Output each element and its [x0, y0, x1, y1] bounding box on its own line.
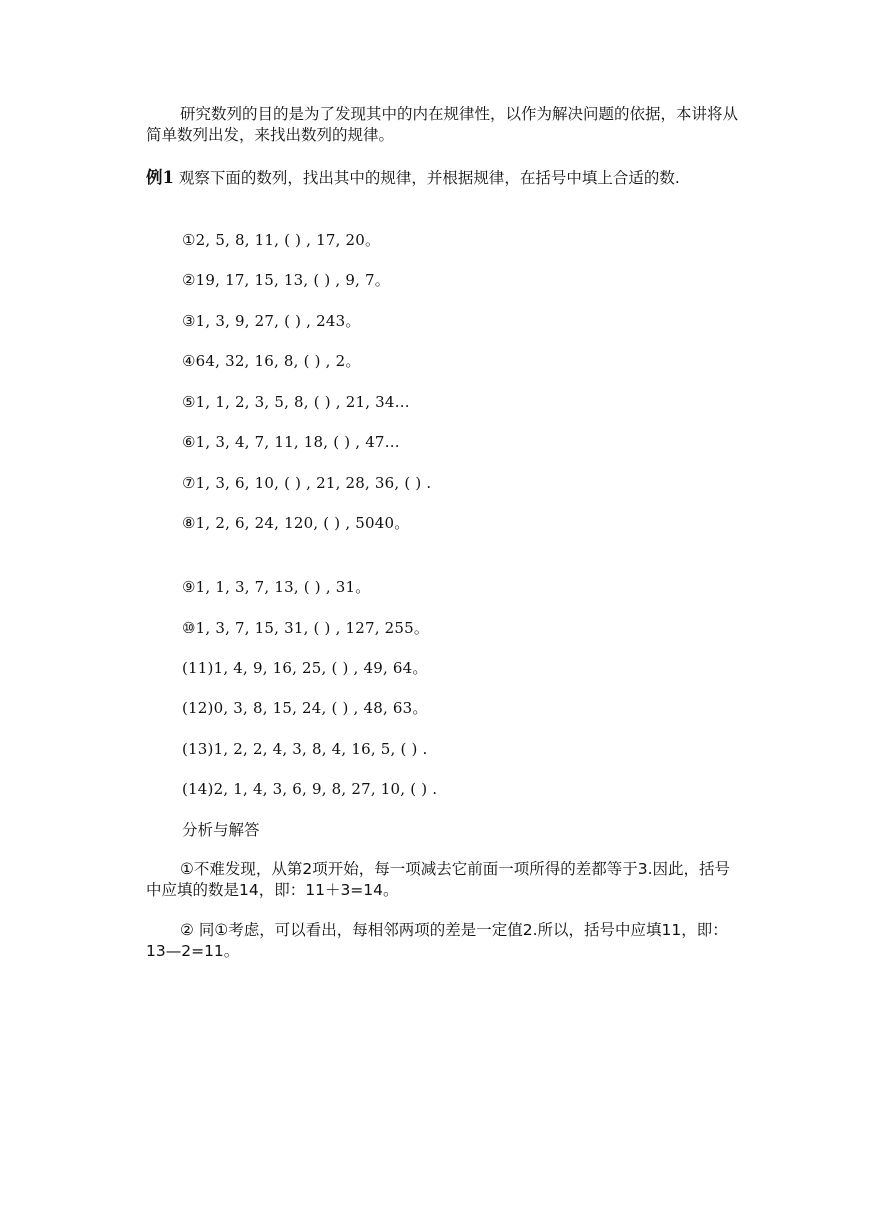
sequence-7: ⑦1, 3, 6, 10, ( ) , 21, 28, 36, ( ) . — [182, 474, 432, 492]
example-label: 例1 — [146, 168, 174, 187]
sequence-5: ⑤1, 1, 2, 3, 5, 8, ( ) , 21, 34… — [182, 393, 410, 411]
sequence-10: ⑩1, 3, 7, 15, 31, ( ) , 127, 255。 — [182, 619, 430, 637]
answer-2-paragraph: ② 同①考虑，可以看出，每相邻两项的差是一定值2.所以，括号中应填11，即：13—2=11。 — [146, 921, 728, 960]
example-prompt: 观察下面的数列，找出其中的规律，并根据规律，在括号中填上合适的数. — [173, 169, 680, 187]
sequence-6: ⑥1, 3, 4, 7, 11, 18, ( ) , 47… — [182, 433, 400, 451]
example-1-paragraph — [146, 167, 738, 189]
sequence-3: ③1, 3, 9, 27, ( ) , 243。 — [182, 312, 361, 330]
sequence-4: ④64, 32, 16, 8, ( ) , 2。 — [182, 352, 361, 370]
sequence-11: (11)1, 4, 9, 16, 25, ( ) , 49, 64。 — [182, 659, 428, 677]
sequence-2: ②19, 17, 15, 13, ( ) , 9, 7。 — [182, 271, 390, 289]
sequence-1: ①2, 5, 8, 11, ( ) , 17, 20。 — [182, 231, 381, 249]
sequence-12: (12)0, 3, 8, 15, 24, ( ) , 48, 63。 — [182, 699, 428, 717]
sequence-13: (13)1, 2, 2, 4, 3, 8, 4, 16, 5, ( ) . — [182, 740, 428, 758]
sequence-9: ⑨1, 1, 3, 7, 13, ( ) , 31。 — [182, 578, 371, 596]
analysis-heading: 分析与解答 — [182, 821, 260, 839]
sequence-8: ⑧1, 2, 6, 24, 120, ( ) , 5040。 — [182, 514, 410, 532]
intro-paragraph: 研究数列的目的是为了发现其中的内在规律性，以作为解决问题的依据，本讲将从简单数列出发，来找出数列的规律。 — [146, 105, 739, 144]
answer-1-paragraph: ①不难发现，从第2项开始，每一项减去它前面一项所得的差都等于3.因此，括号中应填的数是14，即：11＋3=14。 — [146, 860, 731, 899]
sequence-14: (14)2, 1, 4, 3, 6, 9, 8, 27, 10, ( ) . — [182, 780, 438, 798]
